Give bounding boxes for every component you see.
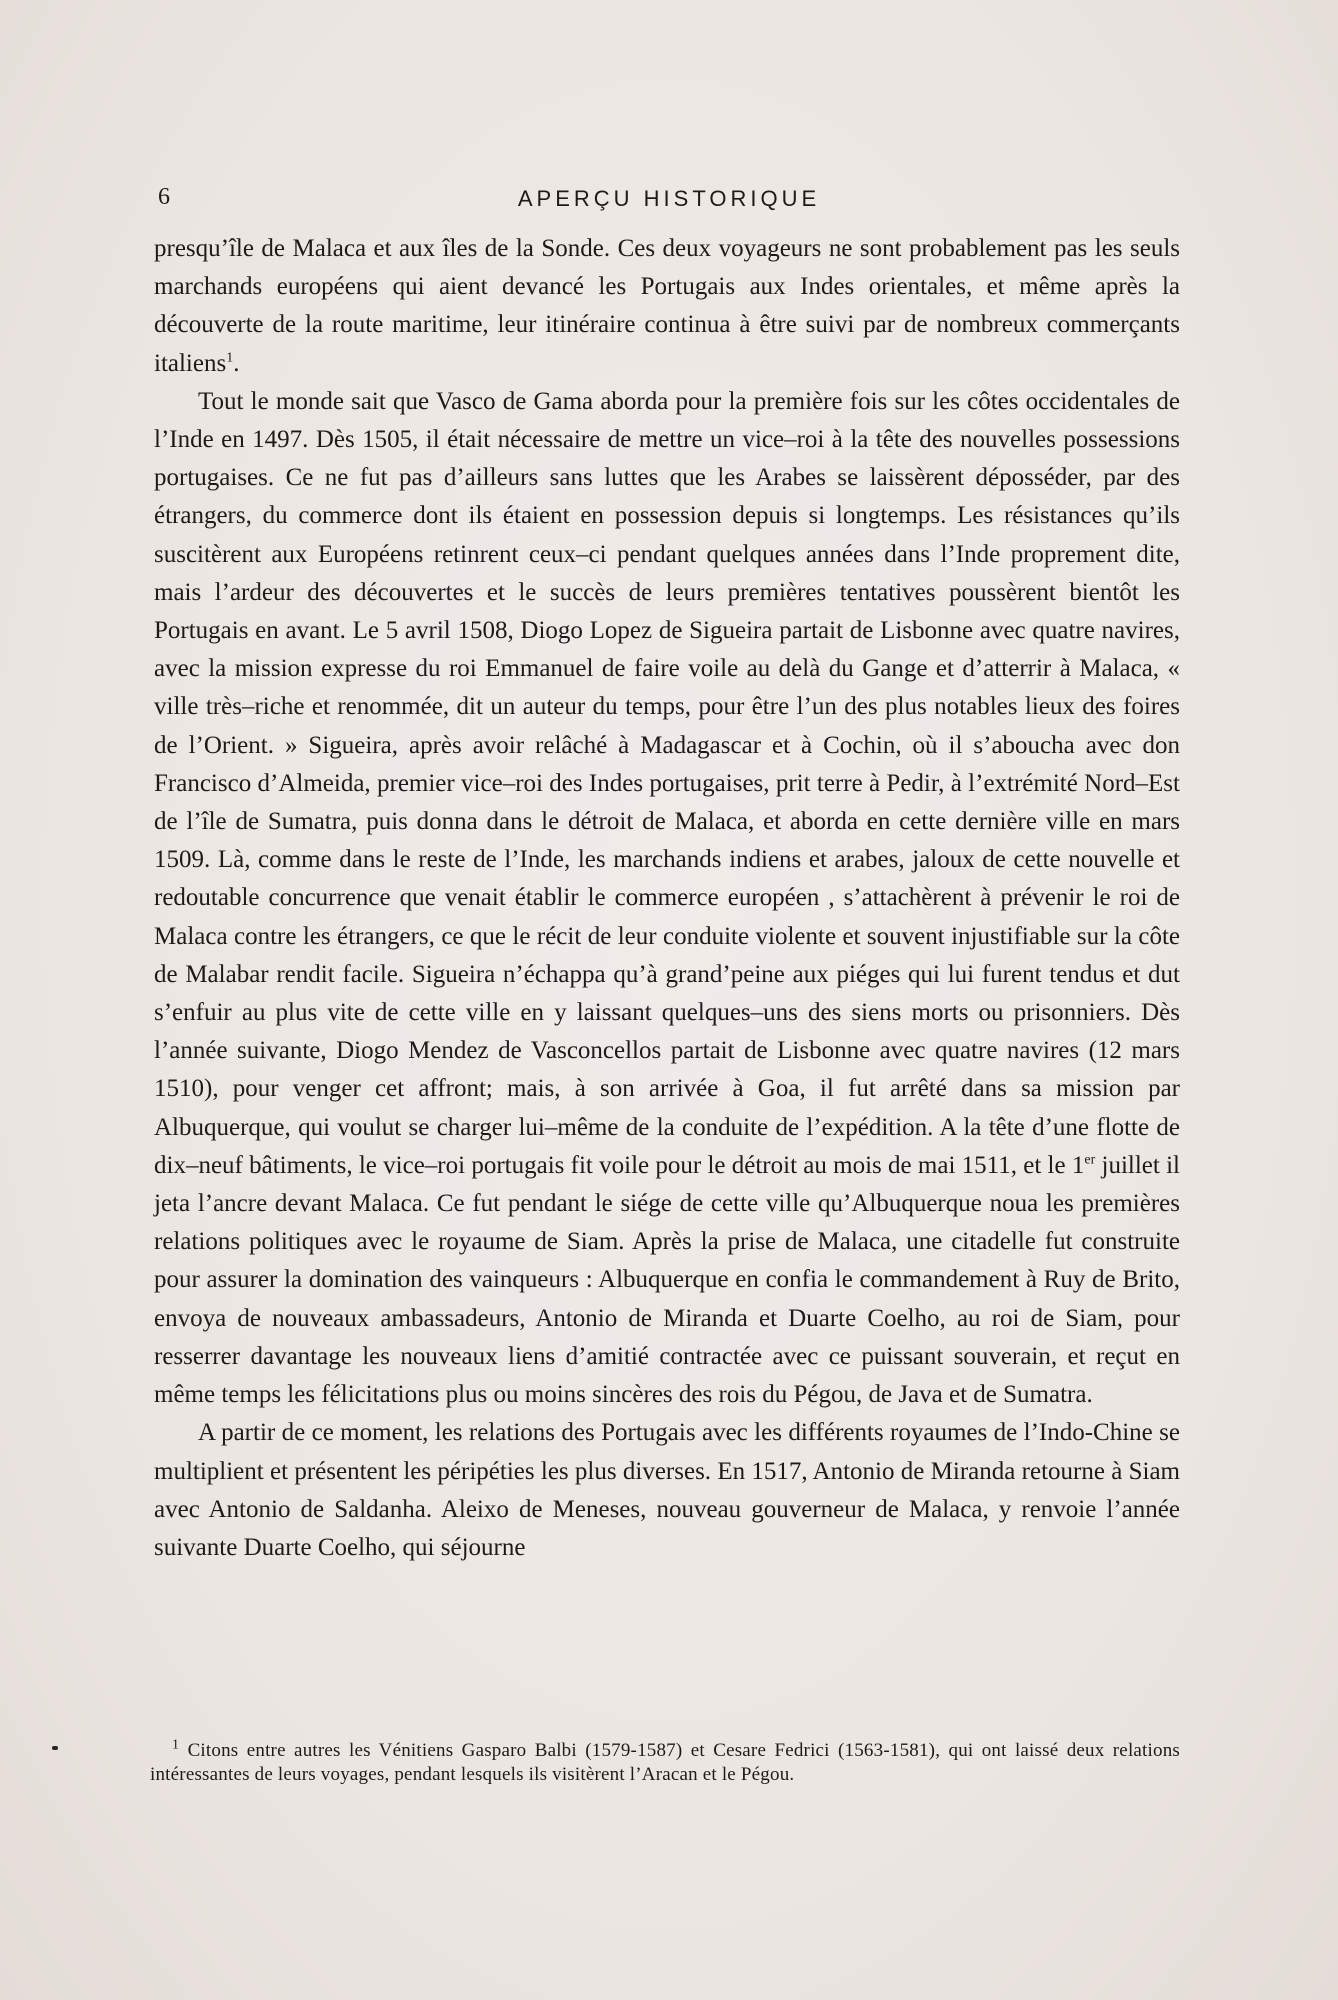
ink-speck: [52, 1746, 58, 1750]
body-text: [154, 230, 1180, 1567]
paragraph-text: presqu’île de Malaca et aux îles de la Sonde. Ces deux voyageurs ne sont probablement pas les seuls marchands européens qui aient devancé les Portugais aux Indes orientales, et même après la découverte de la route maritime, leur itinéraire continua à être suivi par de nombreux commerçants italiens: [154, 235, 1180, 377]
ordinal-suffix: er: [1084, 1152, 1096, 1168]
paragraph-text: juillet il jeta l’ancre devant Malaca. Ce fut pendant le siége de cette ville qu’Albuquerque noua les premières relations politiques avec le royaume de Siam. Après la prise de Malaca, une citadelle fut construite pour assurer la domination des vainqueurs : Albuquerque en confia le commandement à Ruy de Brito, envoya de nouveaux ambassadeurs, Antonio de Miranda et Duarte Coelho, au roi de Siam, pour resserrer davantage les nouveaux liens d’amitié contractée avec ce puissant souverain, et reçut en même temps les félicitations plus ou moins sincères des rois du Pégou, de Java et de Sumatra.: [154, 1151, 1180, 1409]
paragraph-indo-chine: [154, 1414, 1180, 1567]
ordinal-number: 1: [1071, 1151, 1085, 1179]
footnote: [150, 1739, 1180, 1787]
paragraph-continuation: presqu’île de Malaca et aux îles de la Sonde. Ces deux voyageurs ne sont probablement pas les seuls marchands européens qui aient devancé les Portugais aux Indes orientales, et même après la découverte de la route maritime, leur itinéraire continua à être suivi par de nombreux commerçants italiens$^1$.: [154, 235, 1180, 377]
footnote-text: Citons entre autres les Vénitiens Gasparo Balbi (1579-1587) et Cesare Fedrici (1563-1581), qui ont laissé deux relations intéressantes de leurs voyages, pendant lesquels ils visitèrent l’Aracan et le Pégou.: [150, 1740, 1181, 1785]
page-header: [158, 184, 1180, 218]
running-title: APERÇU HISTORIQUE: [517, 186, 821, 211]
paragraph-text: A partir de ce moment, les relations des Portugais avec les différents royaumes de l’Indo-Chine se multiplient et présentent les péripéties les plus diverses. En 1517, Antonio de Miranda retourne à Siam avec Antonio de Saldanha. Aleixo de Meneses, nouveau gouverneur de Malaca, y renvoie l’année suivante Duarte Coelho, qui séjourne: [154, 1419, 1180, 1561]
paragraph-text: Tout le monde sait que Vasco de Gama aborda pour la première fois sur les côtes occidentales de l’Inde en 1497. Dès 1505, il était nécessaire de mettre un vice–roi à la tête des nouvelles possessions portugaises. Ce ne fut pas d’ailleurs sans luttes que les Arabes se laissèrent déposséder, par des étrangers, du commerce dont ils étaient en possession depuis si longtemps. Les résistances qu’ils suscitèrent aux Européens retinrent ceux–ci pendant quelques années dans l’Inde proprement dite, mais l’ardeur des découvertes et le succès de leurs premières tentatives poussèrent bientôt les Portugais en avant. Le 5 avril 1508, Diogo Lopez de Sigueira partait de Lisbonne avec quatre navires, avec la mission expresse du roi Emmanuel de faire voile au delà du Gange et d’atterrir à Malaca, « ville très–riche et renommée, dit un auteur du temps, pour être l’un des plus notables lieux des foires de l’Orient. » Sigueira, après avoir relâché à Madagascar et à Cochin, où il s’aboucha avec don Francisco d’Almeida, premier vice–roi des Indes portugaises, prit terre à Pedir, à l’extrémité Nord–Est de l’île de Sumatra, puis donna dans le détroit de Malaca, et aborda en cette dernière ville en mars 1509. Là, comme dans le reste de l’Inde, les marchands indiens et arabes, jaloux de cette nouvelle et redoutable concurrence que venait établir le commerce européen , s’attachèrent à prévenir le roi de Malaca contre les étrangers, ce que le récit de leur conduite violente et souvent injustifiable sur la côte de Malabar rendit facile. Sigueira n’échappa qu’à grand’peine aux piéges qui lui furent tendus et dut s’enfuir au plus vite de cette ville en y laissant quelques–uns des siens morts ou prisonniers. Dès l’année suivante, Diogo Mendez de Vasconcellos partait de Lisbonne avec quatre navires (12 mars 1510), pour venger cet affront; mais, à son arrivée à Goa, il fut arrêté dans sa mission par Albuquerque, qui voulut se charger lui–même de la conduite de l’expédition. A la tête d’une flotte de dix–neuf bâtiments, le vice–roi portugais fit voile pour le détroit au mois de mai 1511, et le: [154, 387, 1180, 1179]
footnote-reference: 1: [226, 350, 234, 366]
paragraph-vasco-de-gama: [154, 383, 1180, 1414]
footnote-marker: 1: [172, 1737, 180, 1753]
page-number: 6: [158, 184, 170, 210]
